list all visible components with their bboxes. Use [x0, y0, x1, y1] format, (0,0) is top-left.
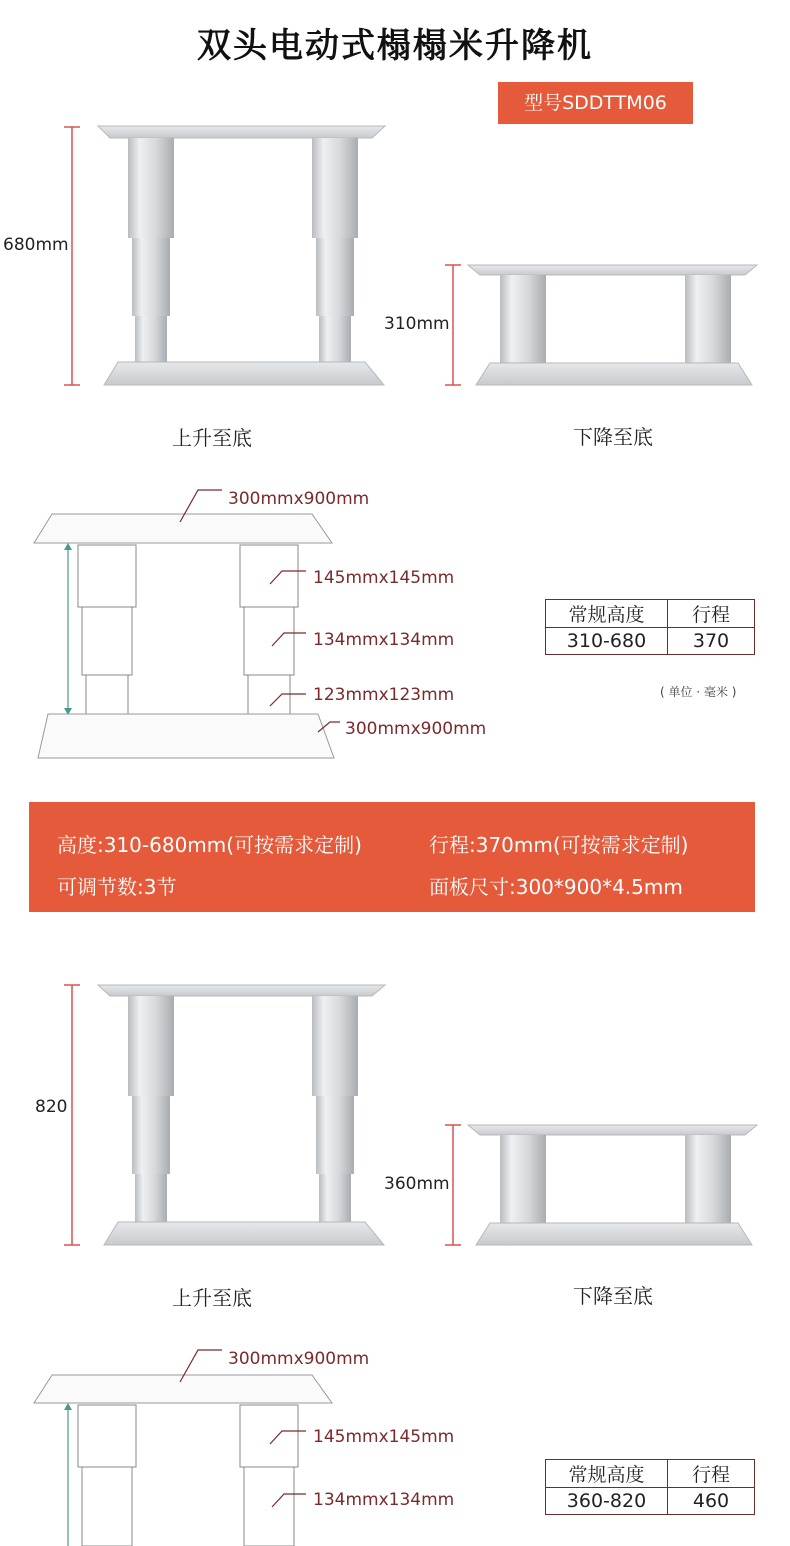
raised-caption-2: 上升至底 [172, 1286, 252, 1310]
column2-size-label-2: 134mmx134mm [313, 1490, 455, 1510]
spec2-header-height: 常规高度 [546, 1460, 668, 1488]
unit-note: ( 单位 · 毫米 ) [660, 685, 737, 699]
banner-panel-size: 面板尺寸:300*900*4.5mm [429, 875, 683, 899]
raised-height-label: 680mm [3, 235, 69, 255]
spec-header-height: 常规高度 [546, 600, 668, 628]
banner-height: 高度:310-680mm(可按需求定制) [57, 833, 362, 857]
spec-banner [29, 802, 755, 912]
lowered-caption-2: 下降至底 [573, 1284, 653, 1308]
spec2-height-value: 360-820 [546, 1488, 668, 1515]
banner-sections: 可调节数:3节 [57, 875, 177, 899]
lift-raised-1 [64, 126, 385, 385]
page-title: 双头电动式榻榻米升降机 [197, 26, 593, 66]
dimension-diagram-2 [34, 1350, 332, 1546]
model-badge: 型号SDDTTM06 [498, 82, 693, 124]
top-panel-size-label-2: 300mmx900mm [228, 1349, 370, 1369]
top-panel-size-label: 300mmx900mm [228, 489, 370, 509]
lift-lowered-2 [445, 1125, 757, 1245]
spec2-stroke-value: 460 [668, 1488, 755, 1515]
banner-stroke: 行程:370mm(可按需求定制) [429, 833, 689, 857]
lowered-height-label-2: 360mm [384, 1174, 450, 1194]
base-panel-size-label: 300mmx900mm [345, 719, 487, 739]
raised-height-label-2: 820 [35, 1097, 68, 1117]
dimension-diagram-1 [34, 490, 340, 758]
spec-height-value: 310-680 [546, 628, 668, 655]
column1-size-label-2: 145mmx145mm [313, 1427, 455, 1447]
column3-size-label: 123mmx123mm [313, 685, 455, 705]
spec-table-2 [545, 1459, 755, 1515]
spec-header-stroke: 行程 [668, 600, 755, 628]
raised-caption: 上升至底 [172, 426, 252, 450]
spec-stroke-value: 370 [668, 628, 755, 655]
lowered-caption: 下降至底 [573, 425, 653, 449]
spec2-header-stroke: 行程 [668, 1460, 755, 1488]
lift-raised-2 [64, 985, 385, 1245]
lowered-height-label: 310mm [384, 314, 450, 334]
column2-size-label: 134mmx134mm [313, 630, 455, 650]
lift-lowered-1 [445, 265, 757, 385]
column1-size-label: 145mmx145mm [313, 568, 455, 588]
spec-table-1 [545, 599, 755, 655]
